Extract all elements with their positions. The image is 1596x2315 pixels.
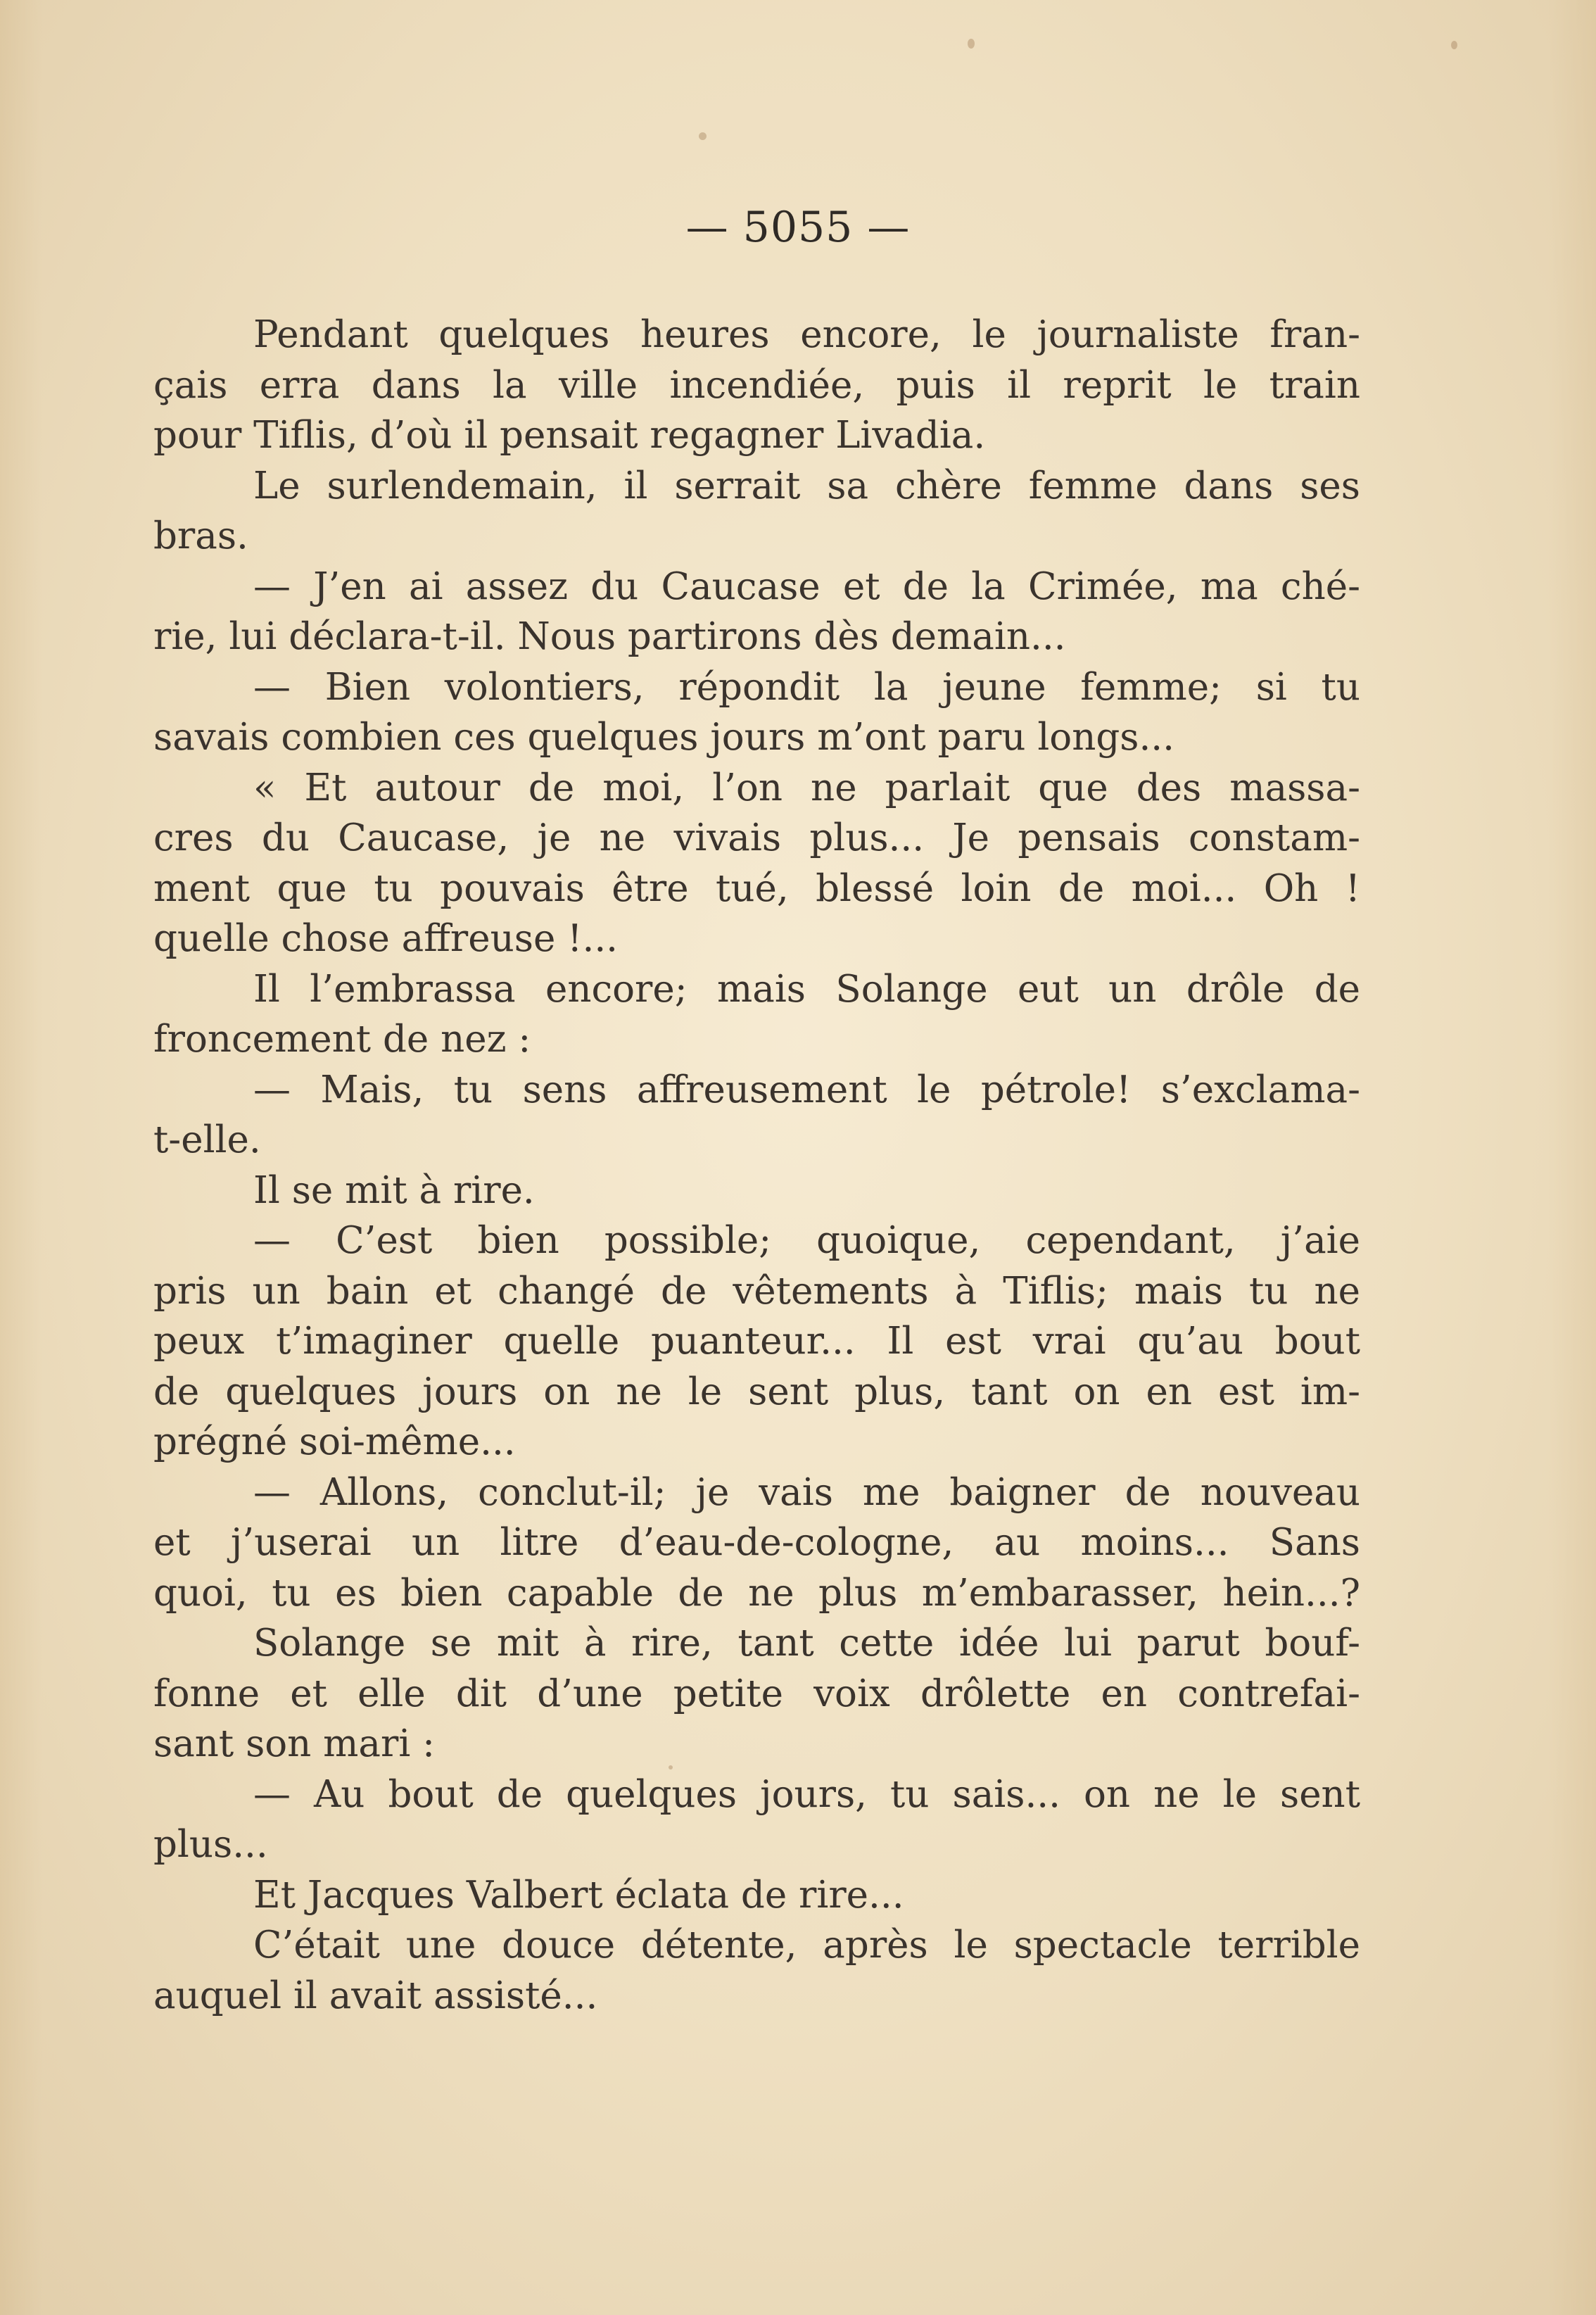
page-number: — 5055 — xyxy=(685,203,911,252)
text-line: pris un bain et changé de vêtements à Tiflis; mais tu ne xyxy=(153,1269,1360,1313)
text-line: froncement de nez : xyxy=(153,1018,531,1061)
text-line: pour Tiflis, d’où il pensait regagner Livadia. xyxy=(153,414,986,457)
text-line: Pendant quelques heures encore, le journaliste fran- xyxy=(253,313,1360,356)
paper-stain xyxy=(968,39,975,49)
text-line: quelle chose affreuse !... xyxy=(153,917,619,960)
paper-stain xyxy=(699,132,707,140)
body-text xyxy=(153,310,1360,2021)
text-line: — C’est bien possible; quoique, cependant, j’aie xyxy=(253,1219,1360,1262)
text-line: çais erra dans la ville incendiée, puis il reprit le train xyxy=(153,363,1360,407)
text-line: — Mais, tu sens affreusement le pétrole! s’exclama- xyxy=(253,1068,1360,1111)
text-line: sant son mari : xyxy=(153,1722,436,1765)
text-line: ment que tu pouvais être tué, blessé loin de moi... Oh ! xyxy=(153,866,1360,910)
text-line: — Au bout de quelques jours, tu sais... on ne le sent xyxy=(253,1772,1360,1816)
text-line: Le surlendemain, il serrait sa chère femme dans ses xyxy=(253,464,1360,507)
text-line: Il l’embrassa encore; mais Solange eut un drôle de xyxy=(253,967,1360,1011)
text-line: Il se mit à rire. xyxy=(253,1168,535,1212)
text-line: prégné soi-même... xyxy=(153,1420,516,1463)
text-line: t-elle. xyxy=(153,1118,261,1161)
text-line: rie, lui déclara-t-il. Nous partirons dès demain... xyxy=(153,615,1066,658)
text-line: Et Jacques Valbert éclata de rire... xyxy=(253,1873,904,1917)
text-line: peux t’imaginer quelle puanteur... Il est vrai qu’au bout xyxy=(153,1320,1360,1363)
text-line: savais combien ces quelques jours m’ont paru longs... xyxy=(153,716,1175,759)
text-line: auquel il avait assisté... xyxy=(153,1974,598,2017)
text-line: C’était une douce détente, après le spectacle terrible xyxy=(253,1924,1360,1967)
text-line: « Et autour de moi, l’on ne parlait que des massa- xyxy=(253,766,1360,809)
text-line: — J’en ai assez du Caucase et de la Crimée, ma ché- xyxy=(253,564,1360,608)
paper-stain xyxy=(1451,41,1457,49)
text-line: cres du Caucase, je ne vivais plus... Je pensais constam- xyxy=(153,816,1360,859)
text-line: Solange se mit à rire, tant cette idée lui parut bouf- xyxy=(253,1622,1360,1665)
text-line: de quelques jours on ne le sent plus, tant on en est im- xyxy=(153,1370,1360,1413)
text-line: et j’userai un litre d’eau-de-cologne, au moins... Sans xyxy=(153,1521,1360,1564)
text-line: bras. xyxy=(153,515,248,557)
text-line: — Allons, conclut-il; je vais me baigner de nouveau xyxy=(253,1470,1360,1514)
text-line: — Bien volontiers, répondit la jeune femme; si tu xyxy=(253,665,1360,709)
text-line: quoi, tu es bien capable de ne plus m’embarasser, hein...? xyxy=(153,1571,1360,1615)
text-line: fonne et elle dit d’une petite voix drôlette en contrefai- xyxy=(153,1672,1360,1715)
text-line: plus... xyxy=(153,1823,268,1866)
